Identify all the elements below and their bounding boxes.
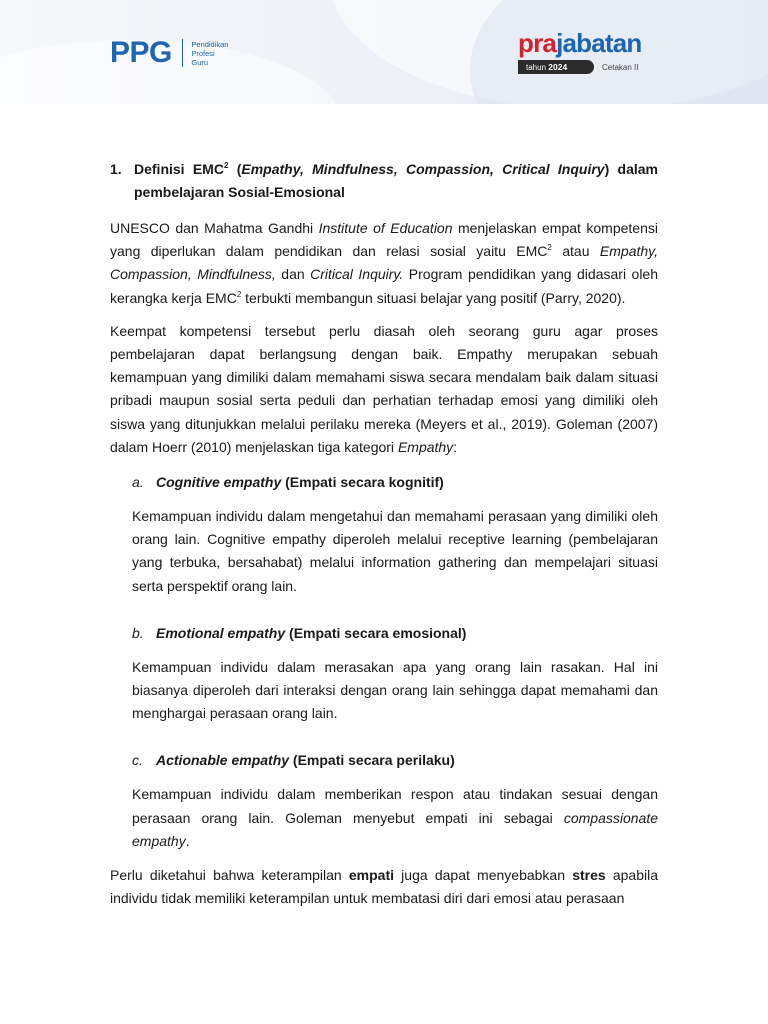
paragraph-empathy-stress: Perlu diketahui bahwa keterampilan empati juga dapat menyebabkan stres apabila individu tidak memiliki keterampilan untuk membatasi diri dari emosi atau perasaan [110, 867, 658, 907]
paragraph-actionable: Kemampuan individu dalam memberikan respon atau tindakan sesuai dengan perasaan orang lain. Goleman menyebut empati ini sebagai compassionate empathy. [132, 786, 658, 849]
paragraph-cognitive: Kemampuan individu dalam mengetahui dan memahami perasaan yang dimiliki oleh orang lain. Cognitive empathy diperoleh melalui receptive learning (pembelajaran yang terbuka, bersahabat) melalui information gathering dan mempelajari situasi serta perspektif orang lain. [132, 508, 658, 594]
paragraph-emc-intro: UNESCO dan Mahatma Gandhi Institute of Education menjelaskan empat kompetensi yang diperlukan dalam pendidikan dan relasi sosial yaitu EMC$^2$ atau Empathy, Compassion, Mindfulness, dan Critical Inquiry. Program pendidikan yang didasari oleh kerangka kerja EMC$^2$ terbukti membangun situasi belajar yang positif (Parry, 2020). [110, 220, 659, 306]
paragraph-empathy: Keempat kompetensi tersebut perlu diasah oleh seorang guru agar proses pembelajaran dapat berlangsung dengan baik. Empathy merupakan sebuah kemampuan yang dimiliki dalam memahami siswa secara mendalam baik dalam situasi pribadi maupun sosial serta peduli dan perhatian terhadap emosi yang dimiliki oleh siswa yang ditunjukkan melalui perilaku mereka (Meyers et al., 2019). Goleman (2007) dalam Hoerr (2010) menjelaskan tiga kategori Empathy: [110, 322, 658, 455]
prajabatan-logo [518, 30, 668, 74]
year-badge: tahun 2024 [518, 60, 594, 74]
ppg-logo-text: PPG [110, 36, 172, 69]
page-header [0, 0, 768, 104]
subheading-actionable: c. Actionable empathy (Empati secara perilaku) [132, 752, 455, 769]
ppg-logo [110, 38, 228, 68]
section-heading: 1. Definisi EMC$^2$ (Empathy, Mindfulness, Compassion, Critical Inquiry) dalam pembelajaran Sosial-Emosional [110, 161, 658, 200]
subheading-emotional: b. Emotional empathy (Empati secara emosional) [132, 624, 467, 641]
subheading-cognitive: a. Cognitive empathy (Empati secara kognitif) [132, 474, 444, 491]
paragraph-emotional: Kemampuan individu dalam merasakan apa yang orang lain rasakan. Hal ini biasanya diperoleh dari interaksi dengan orang lain sehingga dapat memahami dan menghargai perasaan orang lain. [132, 658, 658, 722]
ppg-logo-divider [182, 39, 184, 67]
ppg-logo-subtitle: Pendidikan Profesi Guru [191, 39, 229, 67]
prajabatan-title: prajabatan [518, 28, 642, 58]
edition-label: Cetakan II [602, 62, 639, 72]
document-body [110, 158, 658, 910]
